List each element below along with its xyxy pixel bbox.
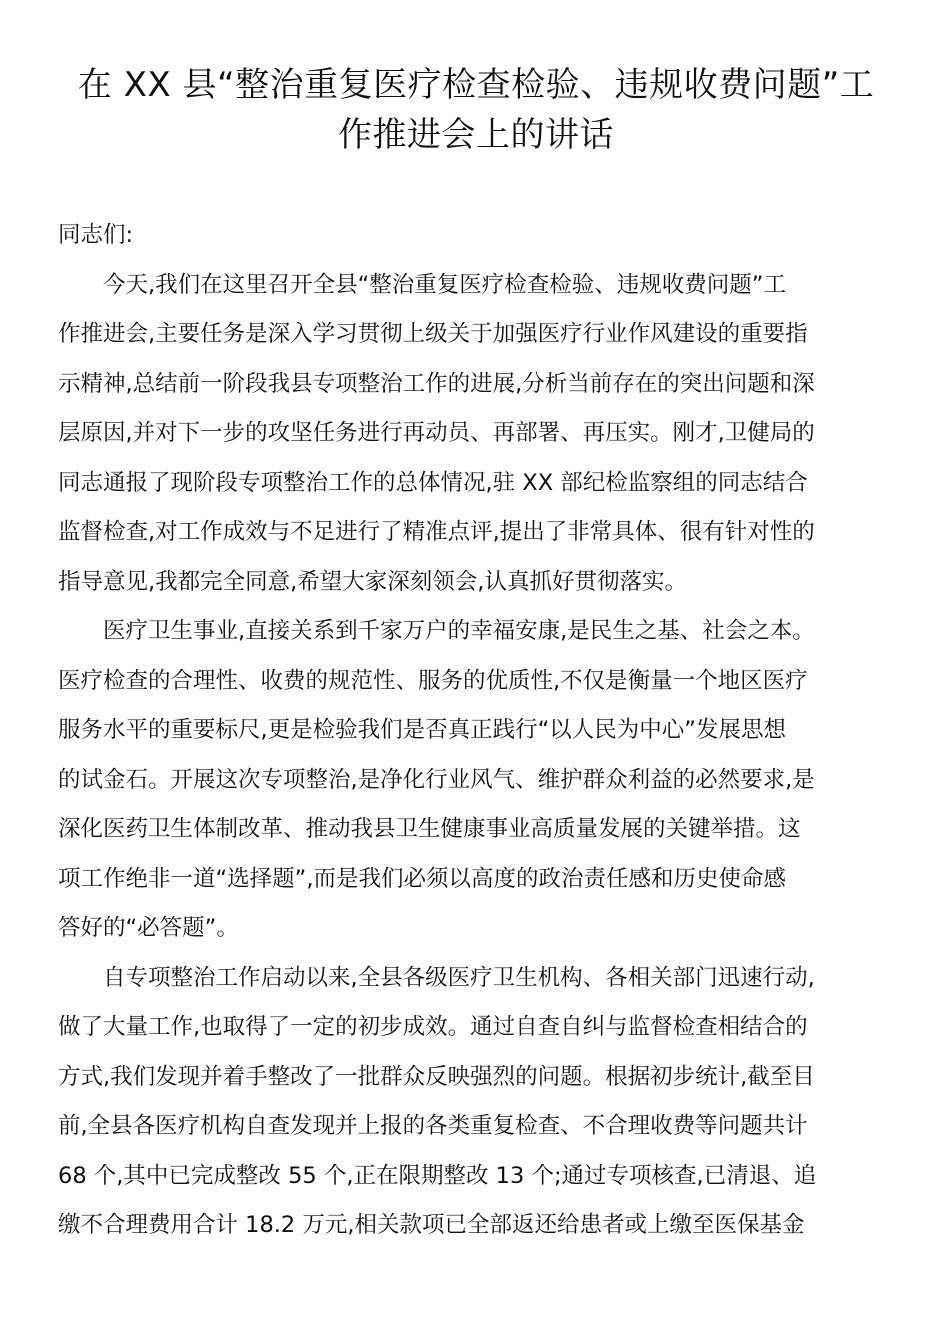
paragraph-significance <box>58 607 894 954</box>
paragraph-opening <box>58 261 894 608</box>
text-line: 项工作绝非一道“选择题”,而是我们必须以高度的政治责任感和历史使命感 <box>58 865 786 892</box>
paragraph-progress <box>58 954 894 1251</box>
text-line: 示精神,总结前一阶段我县专项整治工作的进展,分析当前存在的突出问题和深 <box>58 370 815 397</box>
text-line: 作推进会,主要任务是深入学习贯彻上级关于加强医疗行业作风建设的重要指 <box>58 321 808 347</box>
text-line: 监督检查,对工作成效与不足进行了精准点评,提出了非常具体、很有针对性的 <box>58 519 815 545</box>
document-page <box>58 60 894 1251</box>
title-line: 作推进会上的讲话 <box>338 115 614 155</box>
text-line: 同志通报了现阶段专项整治工作的总体情况,驻 XX 部纪检监察组的同志结合 <box>58 469 808 496</box>
title-line: 在 XX 县“整治重复医疗检查检验、违规收费问题”工 <box>77 65 875 105</box>
text-line: 的试金石。开展这次专项整治,是净化行业风气、维护群众利益的必然要求,是 <box>58 766 815 793</box>
text-line: 今天,我们在这里召开全县“整治重复医疗检查检验、违规收费问题”工 <box>103 271 786 298</box>
text-line: 前,全县各医疗机构自查发现并上报的各类重复检查、不合理收费等问题共计 <box>58 1113 808 1139</box>
text-line: 答好的“必答题”。 <box>58 915 239 941</box>
document-title <box>58 60 894 160</box>
text-line: 做了大量工作,也取得了一定的初步成效。通过自查自纠与监督检查相结合的 <box>58 1014 808 1040</box>
text-line: 缴不合理费用合计 18.2 万元,相关款项已全部返还给患者或上缴至医保基金 <box>58 1212 805 1238</box>
text-line: 医疗检查的合理性、收费的规范性、服务的优质性,不仅是衡量一个地区医疗 <box>58 667 808 694</box>
text-line: 深化医药卫生体制改革、推动我县卫生健康事业高质量发展的关键举措。这 <box>58 816 801 842</box>
text-line: 指导意见,我都完全同意,希望大家深刻领会,认真抓好贯彻落实。 <box>58 568 687 595</box>
text-line: 68 个,其中已完成整改 55 个,正在限期整改 13 个;通过专项核查,已清退、追 <box>58 1162 817 1189</box>
salutation: 同志们: <box>58 222 134 248</box>
text-line: 自专项整治工作启动以来,全县各级医疗卫生机构、各相关部门迅速行动, <box>103 964 815 991</box>
text-line: 医疗卫生事业,直接关系到千家万户的幸福安康,是民生之基、社会之本。 <box>103 618 815 644</box>
text-line: 方式,我们发现并着手整改了一批群众反映强烈的问题。根据初步统计,截至目 <box>58 1063 815 1090</box>
text-line: 层原因,并对下一步的攻坚任务进行再动员、再部署、再压实。刚才,卫健局的 <box>58 420 815 446</box>
text-line: 服务水平的重要标尺,更是检验我们是否真正践行“以人民为中心”发展思想 <box>58 717 786 743</box>
